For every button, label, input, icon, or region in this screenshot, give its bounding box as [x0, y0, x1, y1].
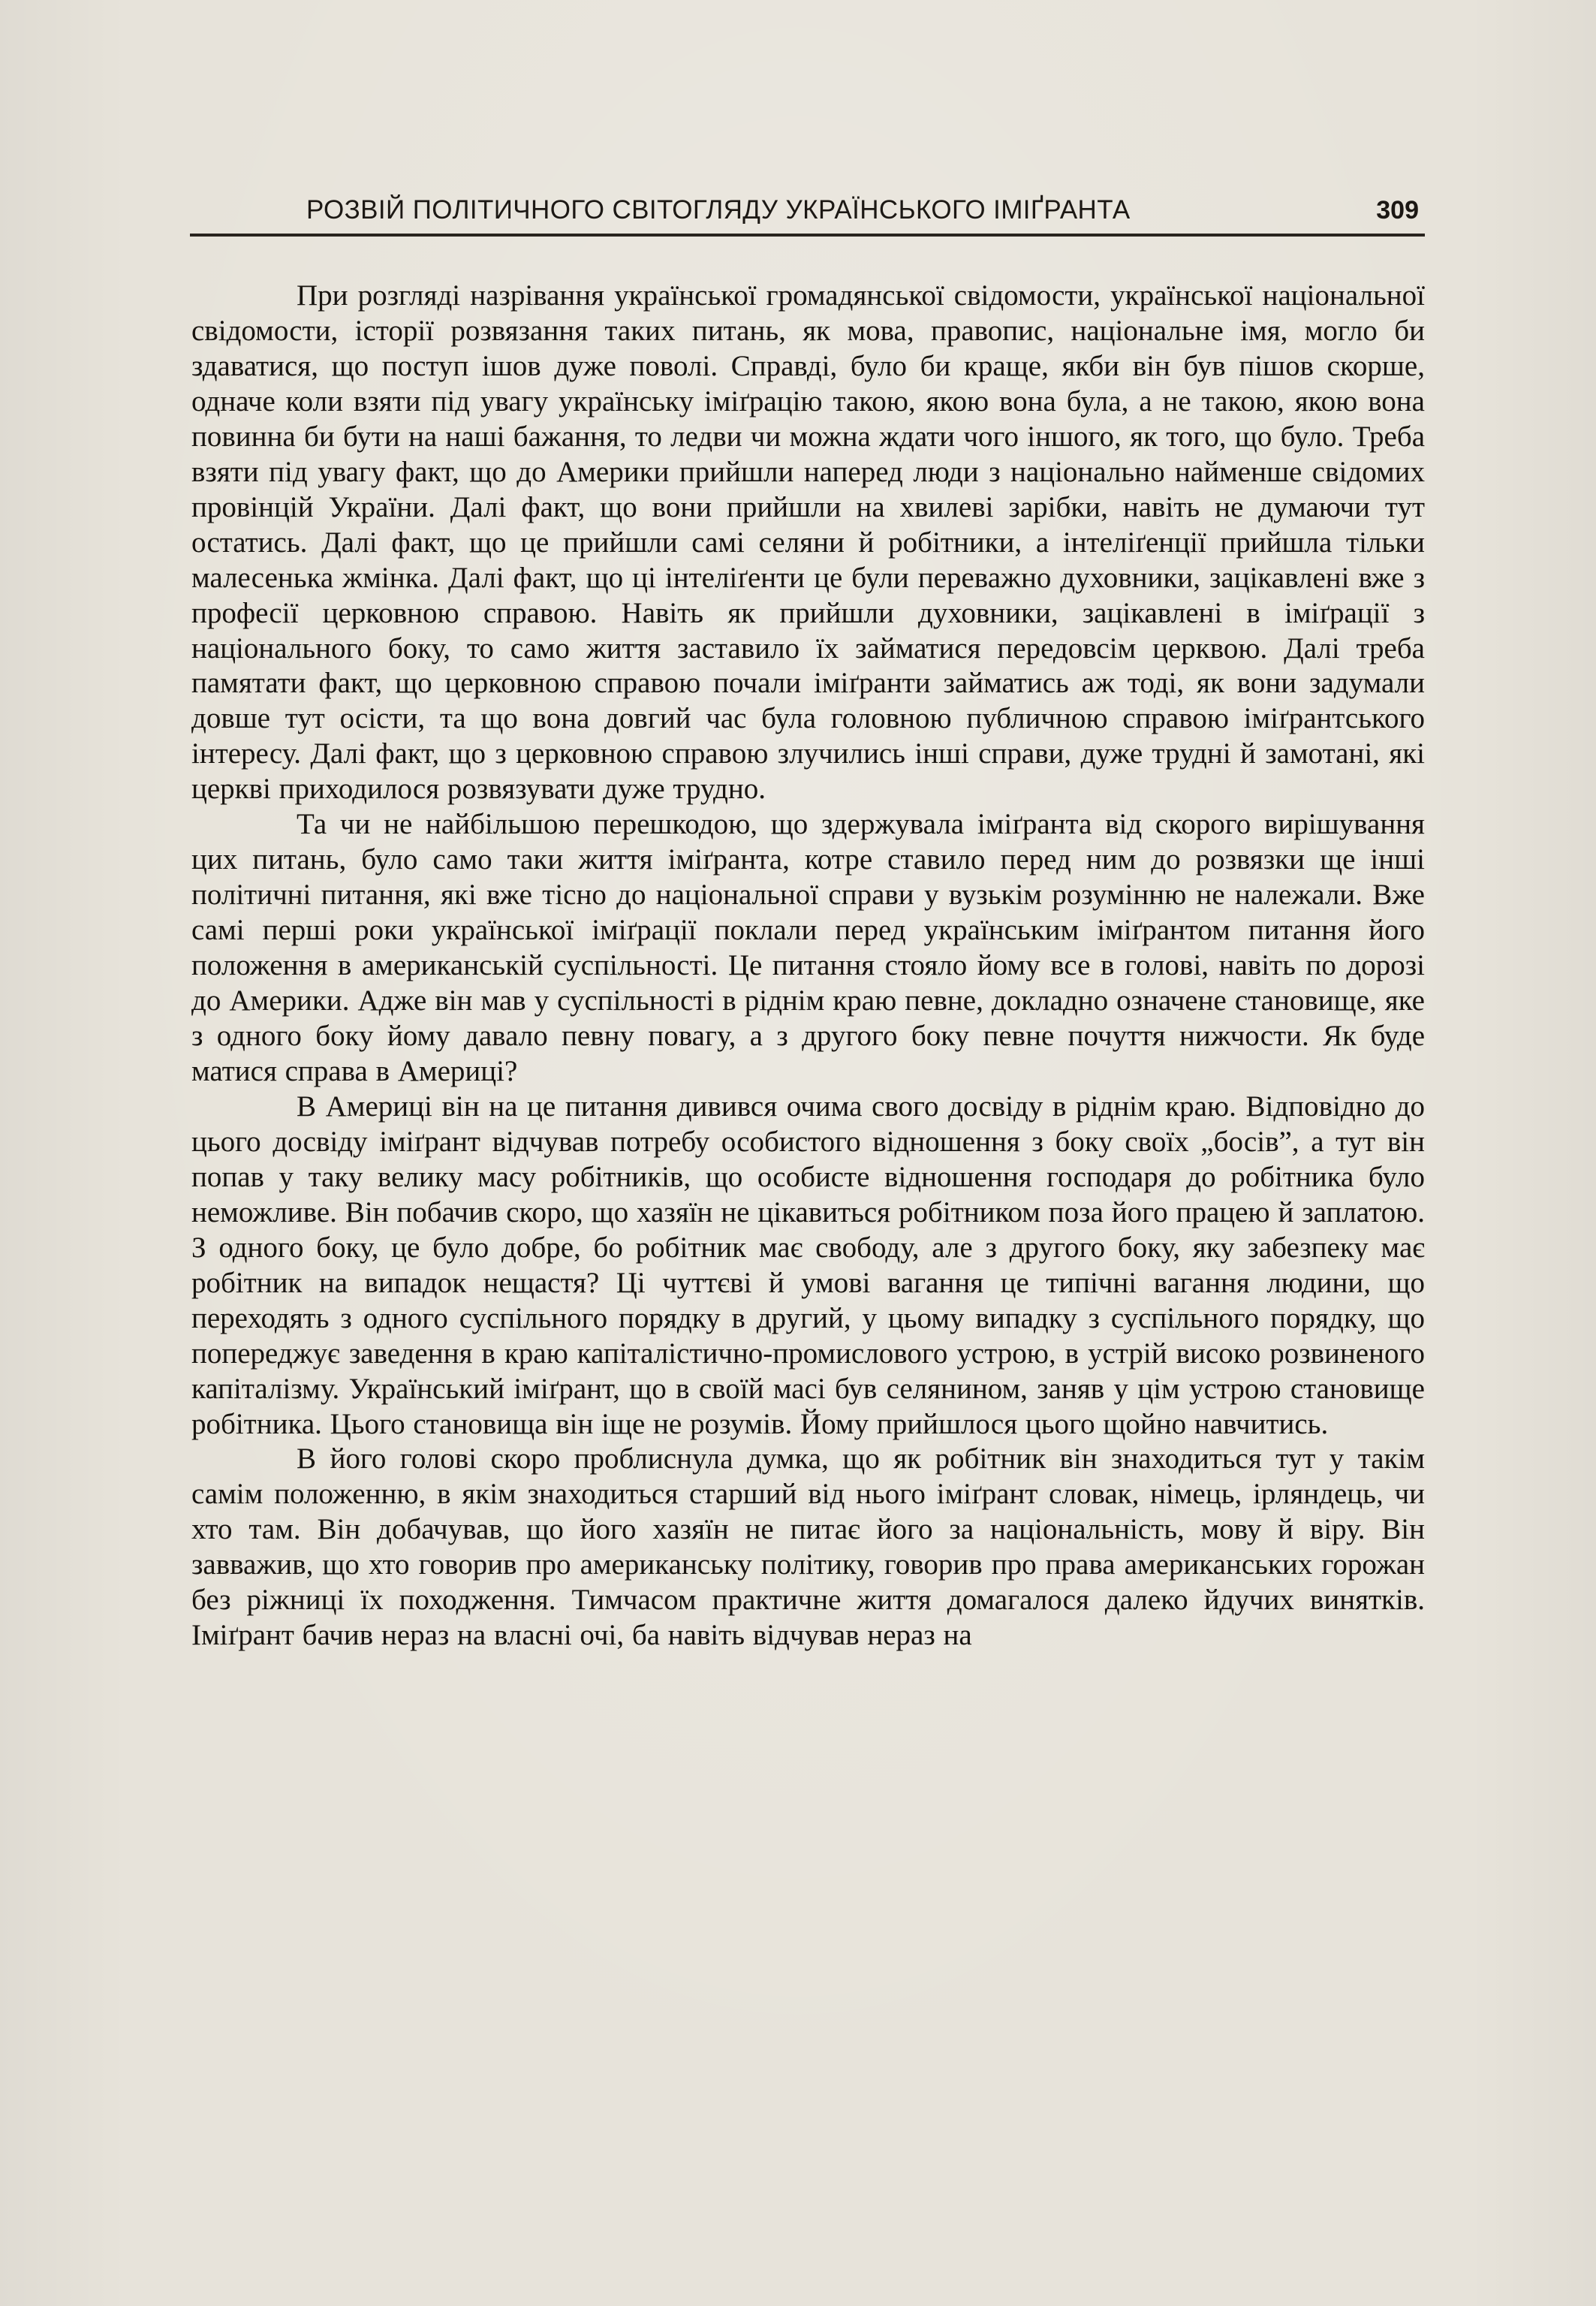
- paragraph-1: При розгляді назрівання української громадянської свідомости, української національної свідомости, історії розвязання таких питань, як мова, правопис, національне імя, могло би здаватися, що поступ ішов дуже поволі. Справді, було би краще, якби він був пішов скорше, одначе коли взяти під увагу українську іміґрацію такою, якою вона була, а не такою, якою вона повинна би бути на наші бажання, то ледви чи можна ждати чого іншого, як того, що було. Треба взяти під увагу факт, що до Америки прийшли наперед люди з національно найменше свідомих провінцій України. Далі факт, що вони прийшли на хвилеві зарібки, навіть не думаючи тут остатись. Далі факт, що це прийшли самі селяни й робітники, а інтеліґенції прийшла тільки малесенька жмінка. Далі факт, що ці інтеліґенти це були переважно духовники, зацікавлені вже з професії церковною справою. Навіть як прийшли духовники, зацікавлені в іміґрації з національного боку, то само життя заставило їх займатися передовсім церквою. Далі треба памятати факт, що церковною справою почали іміґранти займатись аж тоді, як вони задумали довше тут осісти, та що вона довгий час була головною публичною справою іміґрантського інтересу. Далі факт, що з церковною справою злучились інші справи, дуже трудні й замотані, які церкві приходилося розвязувати дуже трудно.: [191, 279, 1425, 806]
- running-header: [190, 192, 1423, 234]
- paragraph-2: Та чи не найбільшою перешкодою, що здержувала іміґранта від скорого вирішування цих питань, було само таки життя іміґранта, котре ставило перед ним до розвязки ще інші політичні питання, які вже тісно до національної справи у вузькім розумінню не належали. Вже самі перші роки української іміґрації поклали перед українським іміґрантом питання його положення в американській суспільності. Це питання стояло йому все в голові, навіть по дорозі до Америки. Адже він мав у суспільності в ріднім краю певне, докладно означене становище, яке з одного боку йому давало певну повагу, а з другого боку певне почуття нижчости. Як буде матися справа в Америці?: [191, 808, 1425, 1087]
- body-text: [191, 279, 1425, 2156]
- header-rule: [190, 234, 1425, 237]
- page-number: 309: [1376, 196, 1419, 225]
- paragraph-4: В його голові скоро проблиснула думка, що як робітник він знаходиться тут у такім самім положенню, в якім знаходиться старший від нього іміґрант словак, німець, ірляндець, чи хто там. Він добачував, що його хазяїн не питає його за національність, мову й віру. Він завважив, що хто говорив про американську політику, говорив про права американських горожан без ріжниці їх походження. Тимчасом практичне життя домагалося далеко йдучих винятків. Іміґрант бачив нераз на власні очі, ба навіть відчував нераз на: [191, 1442, 1425, 1652]
- running-title: РОЗВІЙ ПОЛІТИЧНОГО СВІТОГЛЯДУ УКРАЇНСЬКОГО ІМІҐРАНТА: [306, 195, 1131, 225]
- paragraph-3: В Америці він на це питання дивився очима свого досвіду в ріднім краю. Відповідно до цього досвіду іміґрант відчував потребу особистого відношення з боку своїх „босів”, а тут він попав у таку велику масу робітників, що особисте відношення господаря до робітника було неможливе. Він побачив скоро, що хазяїн не цікавиться робітником поза його працею й заплатою. З одного боку, це було добре, бо робітник має свободу, але з другого боку, яку забезпеку має робітник на випадок нещастя? Ці чуттєві й умові вагання це типічні вагання людини, що переходять з одного суспільного порядку в другий, у цьому випадку з суспільного порядку, що попереджує заведення в краю капіталістично-промислового устрою, в устрій високо розвиненого капіталізму. Український іміґрант, що в своїй масі був селянином, заняв у цім устрою становище робітника. Цього становища він іще не розумів. Йому прийшлося цього щойно навчитись.: [191, 1090, 1425, 1440]
